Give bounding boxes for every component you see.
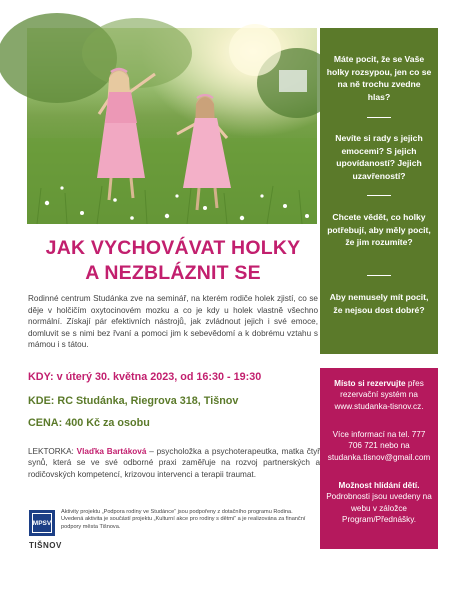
questions-panel: [320, 28, 438, 354]
event-price: CENA: 400 Kč za osobu: [28, 417, 150, 429]
reservation-panel: [320, 368, 438, 549]
intro-paragraph: Rodinné centrum Studánka zve na seminář, na kterém rodiče holek zjistí, co se děje v holčičím oxytocinovém mozku a co je kdy u holek vlastně všechno normální. Získají pár efektivních nástrojů, jak zvládnout jejich i své emoce, domluvit se s nimi bez řvaní a pomoci jim k sebevědomí a k dobrému vztahu s mámou i s tátou.: [28, 294, 318, 349]
childcare-text: Podrobnosti jsou uvedeny na webu v záložce Program/Přednášky.: [326, 492, 432, 525]
lector-name: Vlaďka Bartáková: [76, 447, 147, 456]
photo-illustration: [27, 28, 317, 224]
title-line-2: A NEZBLÁZNIT SE: [85, 262, 261, 284]
childcare-info: [326, 480, 432, 526]
question-4: Aby nemusely mít pocit, že nejsou dost dobré?: [329, 292, 429, 315]
event-location: KDE: RC Studánka, Riegrova 318, Tišnov: [28, 395, 239, 407]
question-1: Máte pocit, že se Vaše holky rozsypou, jen co se na ně trochu zvedne hlas?: [326, 54, 432, 102]
title-line-1: JAK VYCHOVÁVAT HOLKY: [45, 237, 301, 259]
page-title: [28, 236, 318, 286]
lector-label: LEKTORKA:: [28, 447, 77, 456]
lector-paragraph: [28, 446, 320, 480]
separator: [367, 275, 391, 276]
reservation-heading: Místo si rezervujte: [334, 379, 406, 388]
event-date: KDY: v úterý 30. května 2023, od 16:30 - 19:30: [28, 371, 262, 383]
reservation-info: [326, 378, 432, 412]
lector-text: – psycholožka a psychoterapeutka, matka čtyř synů, která se ve své odborné praxi zaměřuje na rozvoj partnerských a rodičovských kompetencí, krizovou intervenci a terapii traumat.: [28, 447, 320, 479]
city-logo-text: TIŠNOV: [29, 541, 62, 550]
contact-info: Více informací na tel. 777 706 721 nebo na studanka.tisnov@gmail.com: [327, 430, 431, 462]
question-2: Nevíte si rady s jejich emocemi? S jejich upovídaností? Jejich uzavřeností?: [335, 133, 423, 181]
photo-watermark: Studánka: [257, 225, 310, 238]
separator: [367, 195, 391, 196]
question-3: Chcete vědět, co holky potřebují, aby měly pocit, že jim rozumíte?: [327, 212, 431, 247]
mpsv-logo-text: MPSV: [32, 520, 52, 527]
reservation-text: přes rezervační systém na www.studanka-tisnov.cz.: [334, 379, 424, 411]
hero-photo: [27, 28, 317, 238]
separator: [367, 117, 391, 118]
mpsv-logo: [29, 510, 55, 536]
childcare-heading: Možnost hlídání dětí.: [338, 481, 420, 490]
funding-note: Aktivity projektu „Podpora rodiny ve Studánce“ jsou podpořeny z dotačního programu Rodina. Uvedená aktivita je součástí projektu „Kulturní akce pro rodiny s dětmi“ a je realizována za finanční podpory města Tišnova.: [61, 509, 306, 530]
